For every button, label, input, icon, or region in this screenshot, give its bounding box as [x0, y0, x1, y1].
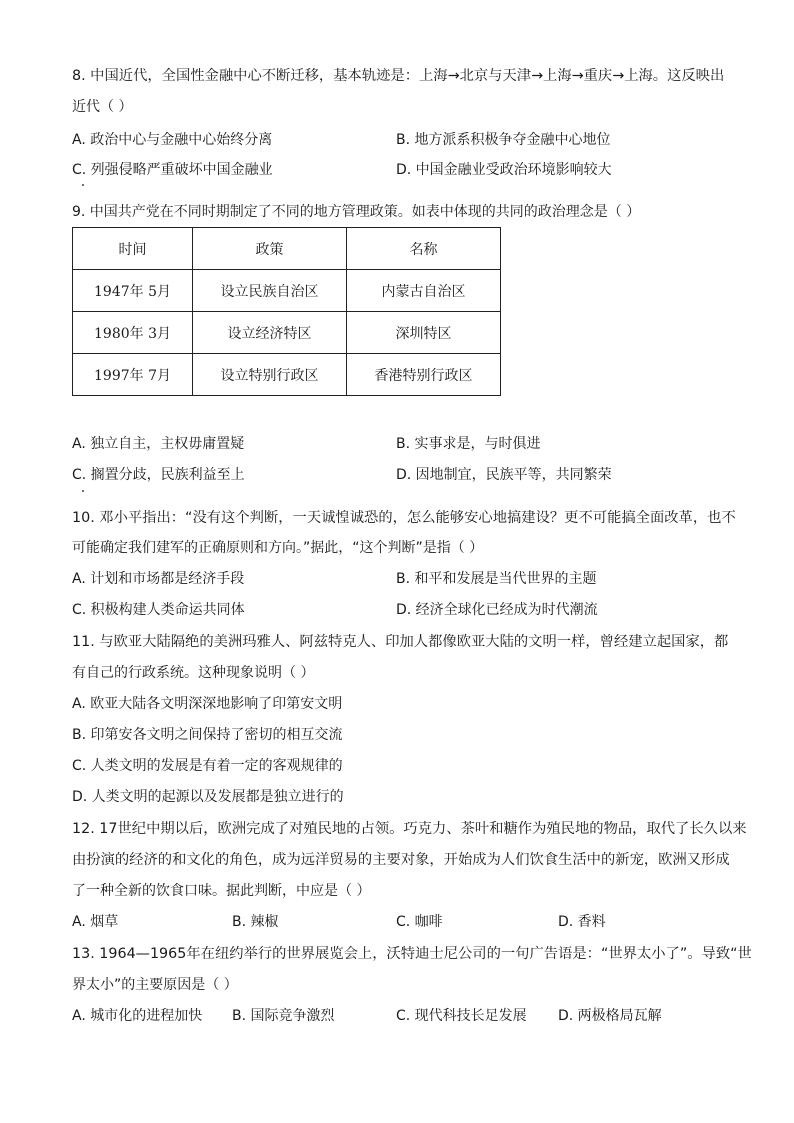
stray-dot-mark [82, 490, 84, 492]
table-header-cell: 时间 [73, 228, 193, 270]
q8-option-b: B. 地方派系积极争夺金融中心地位 [396, 132, 611, 148]
q8-stem-line2: 近代（ ） [72, 99, 133, 115]
table-header-cell: 名称 [347, 228, 501, 270]
stray-dot-mark [82, 184, 84, 186]
q11-option-a: A. 欧亚大陆各文明深深地影响了印第安文明 [72, 696, 343, 712]
q13-option-b: B. 国际竞争激烈 [232, 1008, 335, 1024]
q8-option-c: C. 列强侵略严重破坏中国金融业 [72, 162, 273, 178]
q9-option-d: D. 因地制宜，民族平等，共同繁荣 [396, 467, 612, 483]
q10-option-d: D. 经济全球化已经成为时代潮流 [396, 602, 598, 618]
q10-option-c: C. 积极构建人类命运共同体 [72, 602, 245, 618]
table-cell-name: 内蒙古自治区 [347, 270, 501, 312]
q13-option-a: A. 城市化的进程加快 [72, 1008, 203, 1024]
table-cell-policy: 设立民族自治区 [193, 270, 347, 312]
q10-option-a: A. 计划和市场都是经济手段 [72, 571, 245, 587]
table-row [73, 270, 501, 312]
q12-stem-line2: 由扮演的经济的和文化的角色，成为远洋贸易的主要对象，开始成为人们饮食生活中的新宠，欧洲又形成 [72, 852, 730, 868]
q13-stem-line2: 界太小”的主要原因是（ ） [72, 977, 238, 993]
q12-option-c: C. 咖啡 [396, 914, 443, 930]
table-header-cell: 政策 [193, 228, 347, 270]
q11-stem-line2: 有自己的行政系统。这种现象说明（ ） [72, 665, 315, 681]
q11-stem-line1: 11. 与欧亚大陆隔绝的美洲玛雅人、阿兹特克人、印加人都像欧亚大陆的文明一样，曾经建立起国家，都 [72, 634, 729, 650]
q8-stem-line1: 8. 中国近代，全国性金融中心不断迁移，基本轨迹是：上海→北京与天津→上海→重庆→上海。这反映出 [72, 68, 725, 84]
q11-option-c: C. 人类文明的发展是有着一定的客观规律的 [72, 758, 343, 774]
table-cell-policy: 设立特别行政区 [193, 354, 347, 396]
q11-option-b: B. 印第安各文明之间保持了密切的相互交流 [72, 727, 343, 743]
q10-stem-line2: 可能确定我们建军的正确原则和方向。”据此，“这个判断”是指（ ） [72, 540, 484, 556]
q10-option-b: B. 和平和发展是当代世界的主题 [396, 571, 597, 587]
table-cell-name: 深圳特区 [347, 312, 501, 354]
q10-stem-line1: 10. 邓小平指出：“没有这个判断，一天诚惶诚恐的，怎么能够安心地搞建设？更不可能搞全面改革，也不 [72, 510, 736, 526]
table-header-row [73, 228, 501, 270]
q9-option-b: B. 实事求是，与时俱进 [396, 436, 541, 452]
q12-option-d: D. 香料 [558, 914, 606, 930]
q11-option-d: D. 人类文明的起源以及发展都是独立进行的 [72, 789, 344, 805]
q12-stem-line3: 了一种全新的饮食口味。据此判断，中应是（ ） [72, 883, 371, 899]
q8-option-d: D. 中国金融业受政治环境影响较大 [396, 162, 612, 178]
q8-option-a: A. 政治中心与金融中心始终分离 [72, 132, 273, 148]
table-cell-name: 香港特别行政区 [347, 354, 501, 396]
q9-option-a: A. 独立自主，主权毋庸置疑 [72, 436, 245, 452]
table-row [73, 354, 501, 396]
q9-policy-table [72, 227, 501, 396]
table-cell-date: 1947年 5月 [73, 270, 193, 312]
q9-stem-line1: 9. 中国共产党在不同时期制定了不同的地方管理政策。如表中体现的共同的政治理念是（ ） [72, 204, 641, 220]
q9-option-c: C. 搁置分歧，民族利益至上 [72, 467, 245, 483]
table-cell-date: 1997年 7月 [73, 354, 193, 396]
q13-option-d: D. 两极格局瓦解 [558, 1008, 662, 1024]
q12-stem-line1: 12. 17世纪中期以后，欧洲完成了对殖民地的占领。巧克力、茶叶和糖作为殖民地的物品，取代了长久以来 [72, 821, 747, 837]
table-row [73, 312, 501, 354]
q12-option-a: A. 烟草 [72, 914, 119, 930]
q13-stem-line1: 13. 1964—1965年在纽约举行的世界展览会上，沃特迪士尼公司的一句广告语是：“世界太小了”。导致“世 [72, 946, 752, 962]
q13-option-c: C. 现代科技长足发展 [396, 1008, 527, 1024]
table-cell-date: 1980年 3月 [73, 312, 193, 354]
q12-option-b: B. 辣椒 [232, 914, 279, 930]
table-cell-policy: 设立经济特区 [193, 312, 347, 354]
